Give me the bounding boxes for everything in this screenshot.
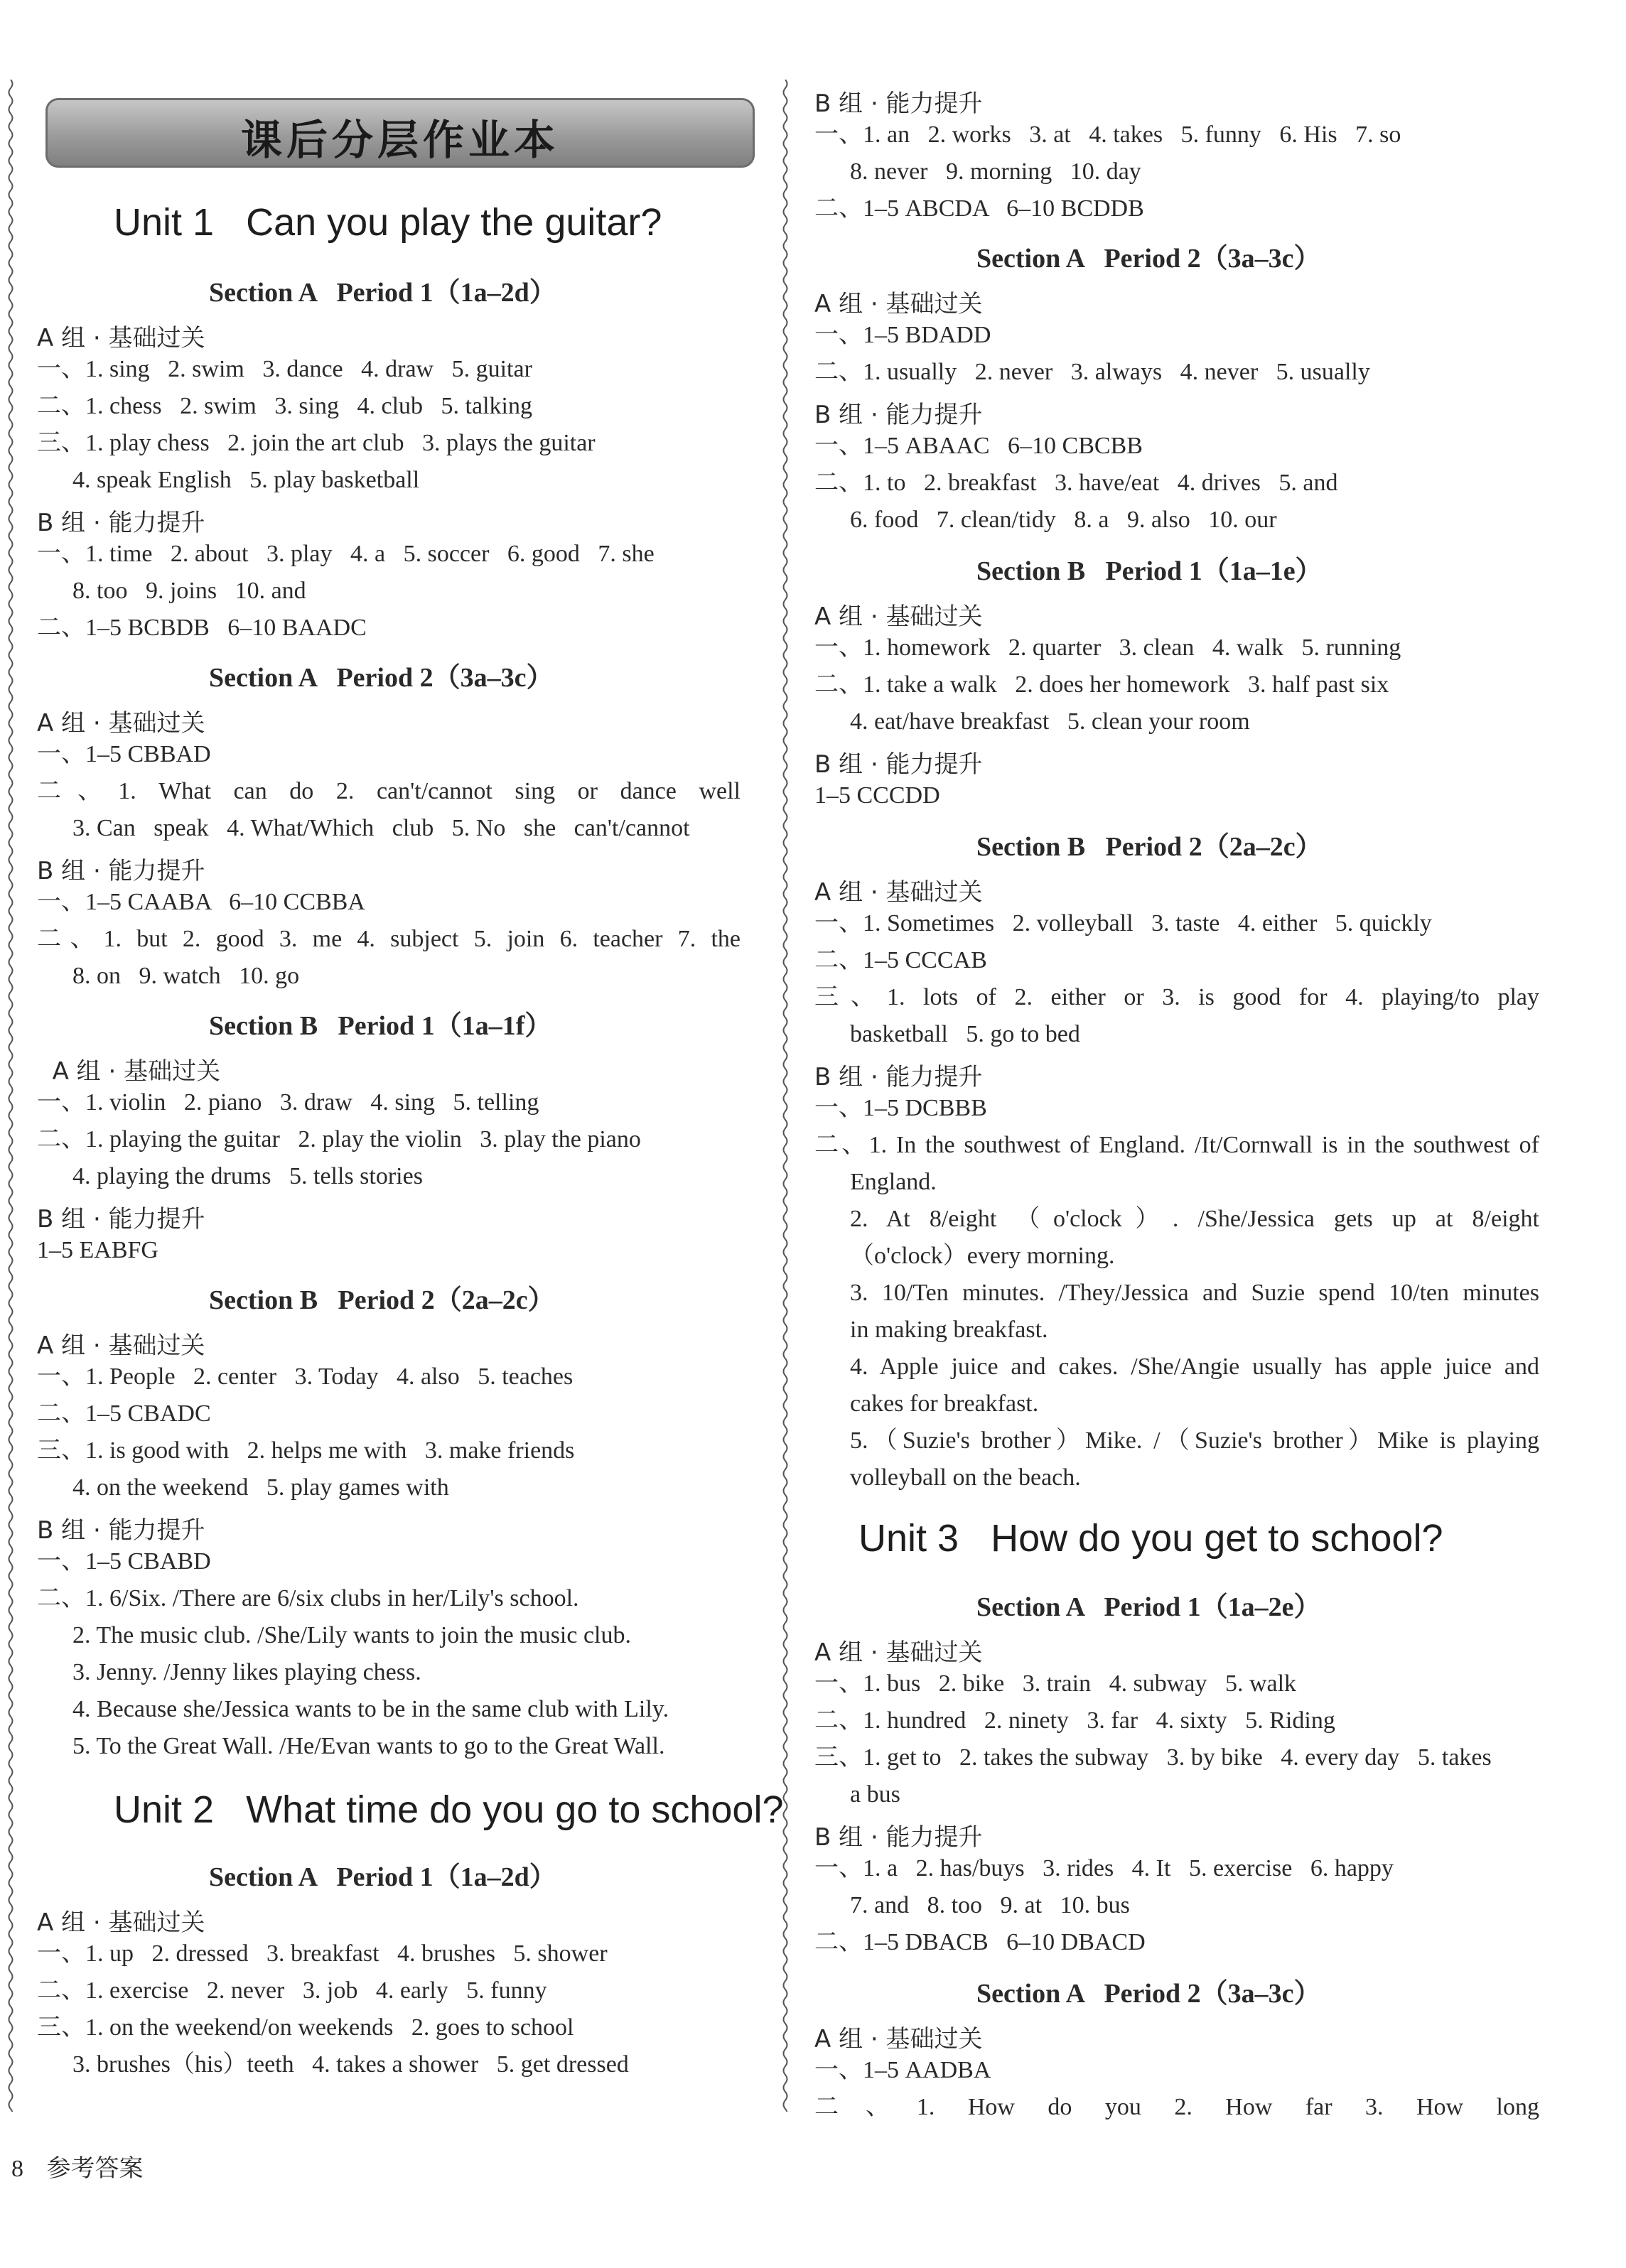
answer-line: 3. Jenny. /Jenny likes playing chess. — [72, 1659, 421, 1685]
answer-line: 一、1. People 2. center 3. Today 4. also 5. teaches — [37, 1364, 574, 1390]
group-label: A 组 · 基础过关 — [814, 2025, 983, 2053]
group-label: B 组 · 能力提升 — [814, 750, 983, 779]
answer-line: 二、1. but 2. good 3. me 4. subject 5. join 6. teacher 7. the — [37, 926, 741, 952]
answer-line: 1–5 EABFG — [37, 1237, 158, 1263]
group-label: B 组 · 能力提升 — [37, 857, 205, 885]
section-heading: Section A Period 1（1a–2d） — [209, 1862, 556, 1892]
answer-line: 2. The music club. /She/Lily wants to join the music club. — [72, 1622, 632, 1648]
left-wavy-border — [6, 80, 16, 2112]
group-label: A 组 · 基础过关 — [37, 324, 205, 352]
group-label: A 组 · 基础过关 — [814, 1638, 983, 1667]
answer-line: 二、1–5 CBADC — [37, 1400, 211, 1427]
answer-line: volleyball on the beach. — [850, 1464, 1081, 1491]
group-label: A 组 · 基础过关 — [814, 603, 983, 631]
answer-line: 8. too 9. joins 10. and — [72, 578, 306, 604]
page-number: 8 — [11, 2156, 23, 2182]
group-label: B 组 · 能力提升 — [814, 1063, 983, 1091]
answer-line: 三、1. get to 2. takes the subway 3. by bike 4. every day 5. takes — [814, 1744, 1492, 1771]
section-heading: Section B Period 2（2a–2c） — [209, 1285, 555, 1315]
group-label: B 组 · 能力提升 — [814, 90, 983, 118]
answer-line: 一、1–5 CBABD — [37, 1548, 211, 1575]
answer-line: 二、1. hundred 2. ninety 3. far 4. sixty 5. Riding — [814, 1707, 1335, 1734]
answer-line: cakes for breakfast. — [850, 1390, 1039, 1417]
answer-line: 一、1. bus 2. bike 3. train 4. subway 5. walk — [814, 1670, 1297, 1697]
answer-line: 二、1. How do you 2. How far 3. How long — [814, 2094, 1539, 2120]
group-label: A 组 · 基础过关 — [814, 290, 983, 318]
answer-line: 一、1–5 CBBAD — [37, 741, 211, 767]
unit-heading: Unit 2 What time do you go to school? — [114, 1788, 784, 1831]
answer-line: 一、1. time 2. about 3. play 4. a 5. soccer 6. good 7. she — [37, 541, 655, 567]
answer-line: 二、1. playing the guitar 2. play the violin 3. play the piano — [37, 1126, 641, 1152]
answer-line: basketball 5. go to bed — [850, 1021, 1080, 1047]
group-label: B 组 · 能力提升 — [37, 1516, 205, 1545]
answer-line: 二、1. exercise 2. never 3. job 4. early 5. funny — [37, 1977, 547, 2004]
answer-line: 7. and 8. too 9. at 10. bus — [850, 1892, 1130, 1918]
answer-line: 1–5 CCCDD — [814, 782, 940, 809]
answer-line: 二、1. take a walk 2. does her homework 3. half past six — [814, 671, 1389, 698]
group-label: A 组 · 基础过关 — [814, 878, 983, 907]
answer-line: 三、1. play chess 2. join the art club 3. plays the guitar — [37, 430, 596, 456]
section-heading: Section B Period 2（2a–2c） — [976, 832, 1323, 862]
group-label: A 组 · 基础过关 — [37, 1057, 221, 1086]
header-banner — [45, 98, 755, 168]
answer-line: 4. Apple juice and cakes. /She/Angie usually has apple juice and — [850, 1354, 1539, 1380]
answer-line: 一、1. sing 2. swim 3. dance 4. draw 5. guitar — [37, 356, 532, 382]
answer-line: a bus — [850, 1781, 900, 1808]
answer-line: England. — [850, 1169, 937, 1195]
answer-line: 二、1. chess 2. swim 3. sing 4. club 5. talking — [37, 393, 532, 419]
answer-line: 一、1. up 2. dressed 3. breakfast 4. brushes 5. shower — [37, 1940, 608, 1967]
answer-line: 一、1. homework 2. quarter 3. clean 4. walk 5. running — [814, 634, 1401, 661]
answer-line: （o'clock）every morning. — [850, 1243, 1115, 1269]
answer-line: 一、1–5 AADBA — [814, 2057, 991, 2083]
answer-line: 4. on the weekend 5. play games with — [72, 1474, 449, 1501]
answer-line: 3. 10/Ten minutes. /They/Jessica and Suzie spend 10/ten minutes — [850, 1280, 1539, 1306]
answer-line: 二、1. In the southwest of England. /It/Cornwall is in the southwest of — [814, 1132, 1539, 1158]
answer-line: 一、1. violin 2. piano 3. draw 4. sing 5. telling — [37, 1089, 539, 1116]
answer-line: 一、1. a 2. has/buys 3. rides 4. It 5. exercise 6. happy — [814, 1855, 1394, 1881]
answer-line: 二、1. usually 2. never 3. always 4. never 5. usually — [814, 359, 1370, 385]
section-heading: Section B Period 1（1a–1e） — [976, 556, 1323, 586]
answer-line: 一、1–5 ABAAC 6–10 CBCBB — [814, 433, 1143, 459]
answer-line: 二、1–5 CCCAB — [814, 947, 987, 973]
answer-line: 一、1. Sometimes 2. volleyball 3. taste 4. either 5. quickly — [814, 910, 1432, 936]
answer-line: 8. on 9. watch 10. go — [72, 963, 300, 989]
answer-line: 二、1. 6/Six. /There are 6/six clubs in her/Lily's school. — [37, 1585, 579, 1611]
section-heading: Section B Period 1（1a–1f） — [209, 1011, 552, 1041]
page-footer — [11, 2149, 144, 2183]
group-label: A 组 · 基础过关 — [37, 1332, 205, 1360]
answer-line: 三、1. lots of 2. either or 3. is good for 4. playing/to play — [814, 984, 1539, 1010]
banner-title: 课后分层作业本 — [240, 116, 559, 164]
group-label: A 组 · 基础过关 — [37, 1908, 205, 1937]
answer-line: 3. brushes（his）teeth 4. takes a shower 5. get dressed — [72, 2051, 629, 2078]
answer-line: 8. never 9. morning 10. day — [850, 158, 1141, 185]
section-heading: Section A Period 2（3a–3c） — [209, 663, 554, 693]
answer-line: 4. speak English 5. play basketball — [72, 467, 420, 493]
group-label: B 组 · 能力提升 — [37, 1205, 205, 1233]
answer-line: 4. playing the drums 5. tells stories — [72, 1163, 423, 1189]
answer-line: 4. eat/have breakfast 5. clean your room — [850, 708, 1250, 735]
section-heading: Section A Period 1（1a–2d） — [209, 278, 556, 308]
group-label: A 组 · 基础过关 — [37, 709, 205, 738]
section-heading: Section A Period 2（3a–3c） — [976, 1979, 1321, 2009]
answer-line: 二、1–5 ABCDA 6–10 BCDDB — [814, 195, 1144, 222]
answer-line: 2. At 8/eight （o'clock）. /She/Jessica gets up at 8/eight — [850, 1206, 1539, 1232]
answer-line: 二、1–5 DBACB 6–10 DBACD — [814, 1929, 1146, 1955]
answer-line: 4. Because she/Jessica wants to be in the same club with Lily. — [72, 1696, 669, 1722]
answer-line: 5. To the Great Wall. /He/Evan wants to go to the Great Wall. — [72, 1733, 665, 1759]
answer-line: 二、1. to 2. breakfast 3. have/eat 4. drives 5. and — [814, 470, 1338, 496]
answer-line: 二、1. What can do 2. can't/cannot sing or dance well — [37, 778, 741, 804]
answer-line: 5.（Suzie's brother）Mike. /（Suzie's brother）Mike is playing — [850, 1427, 1539, 1454]
answer-line: 3. Can speak 4. What/Which club 5. No she can't/cannot — [72, 815, 690, 841]
footer-label: 参考答案 — [46, 2156, 144, 2182]
answer-line: 三、1. is good with 2. helps me with 3. make friends — [37, 1437, 575, 1464]
answer-line: 一、1–5 DCBBB — [814, 1095, 987, 1121]
answer-line: 一、1–5 CAABA 6–10 CCBBA — [37, 889, 365, 915]
answer-line: in making breakfast. — [850, 1317, 1048, 1343]
answer-line: 一、1–5 BDADD — [814, 322, 991, 348]
unit-heading: Unit 1 Can you play the guitar? — [114, 201, 662, 244]
section-heading: Section A Period 2（3a–3c） — [976, 244, 1321, 274]
group-label: B 组 · 能力提升 — [814, 401, 983, 429]
group-label: B 组 · 能力提升 — [814, 1823, 983, 1852]
unit-heading: Unit 3 How do you get to school? — [858, 1517, 1443, 1560]
answer-line: 二、1–5 BCBDB 6–10 BAADC — [37, 615, 367, 641]
answer-line: 一、1. an 2. works 3. at 4. takes 5. funny 6. His 7. so — [814, 122, 1401, 148]
answer-line: 三、1. on the weekend/on weekends 2. goes to school — [37, 2014, 574, 2041]
answer-line: 6. food 7. clean/tidy 8. a 9. also 10. our — [850, 507, 1277, 533]
section-heading: Section A Period 1（1a–2e） — [976, 1592, 1321, 1622]
group-label: B 组 · 能力提升 — [37, 509, 205, 537]
